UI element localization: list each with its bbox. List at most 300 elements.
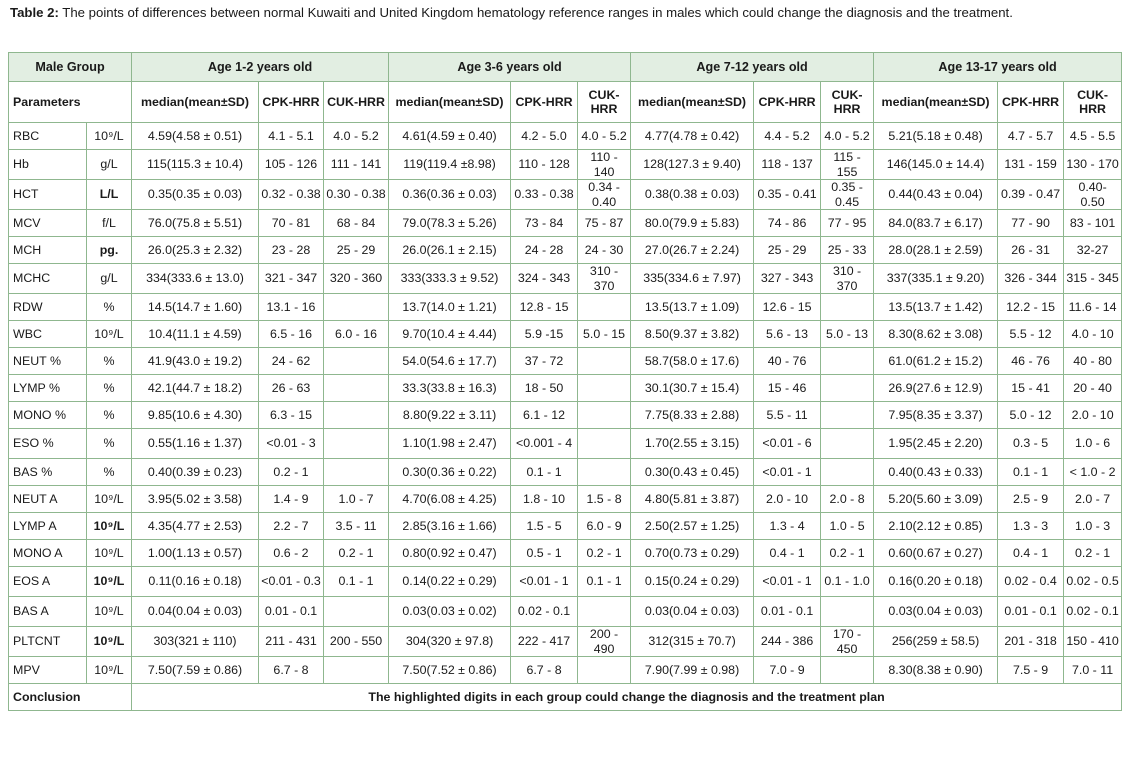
cpk-hrr-cell: 0.33 - 0.38 — [511, 180, 578, 210]
cuk-hrr-cell: 6.0 - 16 — [324, 321, 389, 348]
median-cell: 8.30(8.38 ± 0.90) — [874, 657, 998, 684]
median-cell: 2.50(2.57 ± 1.25) — [631, 513, 754, 540]
median-cell: 13.5(13.7 ± 1.09) — [631, 294, 754, 321]
parameter-cell: NEUT A — [9, 486, 87, 513]
reference-ranges-table — [8, 52, 1122, 711]
cuk-hrr-cell: 200 - 490 — [578, 627, 631, 657]
table-row — [9, 627, 1122, 657]
cpk-hrr-cell: 5.6 - 13 — [754, 321, 821, 348]
median-cell: 0.36(0.36 ± 0.03) — [389, 180, 511, 210]
cuk-hrr-cell: 4.0 - 10 — [1064, 321, 1122, 348]
median-cell: 26.0(25.3 ± 2.32) — [132, 237, 259, 264]
conclusion-row — [9, 684, 1122, 711]
cuk-hrr-cell: 0.1 - 1.0 — [821, 567, 874, 597]
median-cell: 61.0(61.2 ± 15.2) — [874, 348, 998, 375]
median-header: median(mean±SD) — [874, 82, 998, 123]
median-cell: 304(320 ± 97.8) — [389, 627, 511, 657]
median-cell: 84.0(83.7 ± 6.17) — [874, 210, 998, 237]
cuk-hrr-cell: 40 - 80 — [1064, 348, 1122, 375]
cuk-hrr-header: CUK-HRR — [578, 82, 631, 123]
cuk-hrr-cell — [578, 294, 631, 321]
cpk-hrr-cell: 23 - 28 — [259, 237, 324, 264]
cuk-hrr-cell — [821, 375, 874, 402]
cuk-hrr-cell — [324, 402, 389, 429]
cpk-hrr-cell: 0.2 - 1 — [259, 459, 324, 486]
cuk-hrr-cell: 320 - 360 — [324, 264, 389, 294]
cuk-hrr-cell — [578, 597, 631, 627]
cuk-hrr-cell: 2.0 - 7 — [1064, 486, 1122, 513]
unit-cell: 10⁹/L — [87, 657, 132, 684]
cpk-hrr-cell: 12.2 - 15 — [998, 294, 1064, 321]
cpk-hrr-cell: <0.01 - 3 — [259, 429, 324, 459]
parameter-cell: EOS A — [9, 567, 87, 597]
median-cell: 4.77(4.78 ± 0.42) — [631, 123, 754, 150]
cuk-hrr-cell — [821, 294, 874, 321]
cpk-hrr-cell: <0.01 - 1 — [754, 459, 821, 486]
median-cell: 8.80(9.22 ± 3.11) — [389, 402, 511, 429]
unit-cell: g/L — [87, 264, 132, 294]
median-cell: 0.15(0.24 ± 0.29) — [631, 567, 754, 597]
cpk-hrr-cell: 40 - 76 — [754, 348, 821, 375]
cpk-hrr-cell: 324 - 343 — [511, 264, 578, 294]
cuk-hrr-cell: 68 - 84 — [324, 210, 389, 237]
table-row — [9, 180, 1122, 210]
cpk-hrr-cell: 0.02 - 0.4 — [998, 567, 1064, 597]
table-row — [9, 321, 1122, 348]
table-row — [9, 402, 1122, 429]
cpk-hrr-cell: 6.3 - 15 — [259, 402, 324, 429]
cpk-hrr-cell: 0.01 - 0.1 — [259, 597, 324, 627]
median-cell: 1.00(1.13 ± 0.57) — [132, 540, 259, 567]
cpk-hrr-cell: <0.01 - 1 — [754, 567, 821, 597]
cpk-hrr-cell: 4.1 - 5.1 — [259, 123, 324, 150]
median-cell: 28.0(28.1 ± 2.59) — [874, 237, 998, 264]
cpk-hrr-cell: 105 - 126 — [259, 150, 324, 180]
cpk-hrr-cell: 2.2 - 7 — [259, 513, 324, 540]
median-cell: 27.0(26.7 ± 2.24) — [631, 237, 754, 264]
parameter-cell: MCHC — [9, 264, 87, 294]
median-cell: 4.59(4.58 ± 0.51) — [132, 123, 259, 150]
cuk-hrr-cell: 315 - 345 — [1064, 264, 1122, 294]
parameter-cell: WBC — [9, 321, 87, 348]
table-row — [9, 513, 1122, 540]
cpk-hrr-cell: 1.3 - 3 — [998, 513, 1064, 540]
median-cell: 33.3(33.8 ± 16.3) — [389, 375, 511, 402]
cuk-hrr-cell: 0.2 - 1 — [578, 540, 631, 567]
cuk-hrr-cell: 4.0 - 5.2 — [821, 123, 874, 150]
cuk-hrr-cell: 6.0 - 9 — [578, 513, 631, 540]
cuk-hrr-cell — [578, 348, 631, 375]
conclusion-text: The highlighted digits in each group could change the diagnosis and the treatment plan — [132, 684, 1122, 711]
unit-cell: % — [87, 375, 132, 402]
median-cell: 256(259 ± 58.5) — [874, 627, 998, 657]
cuk-hrr-cell: 0.1 - 1 — [578, 567, 631, 597]
cuk-hrr-cell — [578, 459, 631, 486]
cpk-hrr-cell: 24 - 28 — [511, 237, 578, 264]
parameter-cell: LYMP A — [9, 513, 87, 540]
cuk-hrr-cell: 75 - 87 — [578, 210, 631, 237]
median-header: median(mean±SD) — [389, 82, 511, 123]
parameter-cell: HCT — [9, 180, 87, 210]
median-cell: 0.04(0.04 ± 0.03) — [132, 597, 259, 627]
median-cell: 7.90(7.99 ± 0.98) — [631, 657, 754, 684]
table-body — [9, 123, 1122, 684]
cpk-hrr-cell: 13.1 - 16 — [259, 294, 324, 321]
cpk-hrr-header: CPK-HRR — [754, 82, 821, 123]
cpk-hrr-cell: <0.01 - 1 — [511, 567, 578, 597]
caption-label: Table 2: — [10, 5, 59, 20]
cpk-hrr-cell: 5.5 - 12 — [998, 321, 1064, 348]
median-cell: 4.70(6.08 ± 4.25) — [389, 486, 511, 513]
cpk-hrr-cell: 46 - 76 — [998, 348, 1064, 375]
cpk-hrr-cell: 18 - 50 — [511, 375, 578, 402]
median-cell: 0.44(0.43 ± 0.04) — [874, 180, 998, 210]
cuk-hrr-cell — [578, 402, 631, 429]
table-row — [9, 237, 1122, 264]
cpk-hrr-cell: 37 - 72 — [511, 348, 578, 375]
cpk-hrr-cell: 4.4 - 5.2 — [754, 123, 821, 150]
parameter-cell: MONO A — [9, 540, 87, 567]
table-caption — [10, 4, 1120, 21]
unit-cell: 10⁹/L — [87, 567, 132, 597]
unit-cell: 10⁹/L — [87, 597, 132, 627]
cuk-hrr-cell — [578, 375, 631, 402]
median-cell: 7.95(8.35 ± 3.37) — [874, 402, 998, 429]
cpk-hrr-cell: 0.32 - 0.38 — [259, 180, 324, 210]
cuk-hrr-cell: 1.0 - 6 — [1064, 429, 1122, 459]
median-cell: 0.80(0.92 ± 0.47) — [389, 540, 511, 567]
unit-cell: % — [87, 294, 132, 321]
cuk-hrr-cell: 310 - 370 — [578, 264, 631, 294]
cpk-hrr-cell: 131 - 159 — [998, 150, 1064, 180]
median-cell: 8.50(9.37 ± 3.82) — [631, 321, 754, 348]
cuk-hrr-cell — [324, 348, 389, 375]
cuk-hrr-cell: 0.2 - 1 — [1064, 540, 1122, 567]
median-cell: 303(321 ± 110) — [132, 627, 259, 657]
cuk-hrr-cell: 310 - 370 — [821, 264, 874, 294]
cpk-hrr-cell: 4.2 - 5.0 — [511, 123, 578, 150]
median-cell: 1.70(2.55 ± 3.15) — [631, 429, 754, 459]
cuk-hrr-cell: 0.2 - 1 — [324, 540, 389, 567]
table-row — [9, 294, 1122, 321]
median-cell: 0.38(0.38 ± 0.03) — [631, 180, 754, 210]
age-group-header: Age 1-2 years old — [132, 53, 389, 82]
cpk-hrr-cell: 6.1 - 12 — [511, 402, 578, 429]
median-cell: 0.55(1.16 ± 1.37) — [132, 429, 259, 459]
cpk-hrr-cell: 222 - 417 — [511, 627, 578, 657]
cuk-hrr-cell — [821, 597, 874, 627]
cpk-hrr-cell: 5.9 -15 — [511, 321, 578, 348]
median-cell: 5.20(5.60 ± 3.09) — [874, 486, 998, 513]
unit-cell: 10⁹/L — [87, 513, 132, 540]
table-row — [9, 123, 1122, 150]
caption-text: The points of differences between normal Kuwaiti and United Kingdom hematology reference ranges in males which could change the diagnosis and the treatment. — [62, 5, 1013, 20]
cuk-hrr-cell — [324, 459, 389, 486]
unit-cell: L/L — [87, 180, 132, 210]
unit-cell: 10⁹/L — [87, 540, 132, 567]
cpk-hrr-cell: 74 - 86 — [754, 210, 821, 237]
cuk-hrr-cell: 4.0 - 5.2 — [324, 123, 389, 150]
table-row — [9, 348, 1122, 375]
cpk-hrr-cell: 7.0 - 9 — [754, 657, 821, 684]
median-cell: 0.03(0.04 ± 0.03) — [874, 597, 998, 627]
median-cell: 7.75(8.33 ± 2.88) — [631, 402, 754, 429]
parameter-cell: BAS A — [9, 597, 87, 627]
cuk-hrr-cell — [578, 657, 631, 684]
parameter-cell: LYMP % — [9, 375, 87, 402]
cuk-hrr-cell: 0.34 - 0.40 — [578, 180, 631, 210]
cpk-hrr-cell: 25 - 29 — [754, 237, 821, 264]
cpk-hrr-cell: 327 - 343 — [754, 264, 821, 294]
median-cell: 4.35(4.77 ± 2.53) — [132, 513, 259, 540]
cuk-hrr-cell: 25 - 29 — [324, 237, 389, 264]
cuk-hrr-cell: 20 - 40 — [1064, 375, 1122, 402]
header-row-sub — [9, 82, 1122, 123]
cpk-hrr-cell: <0.001 - 4 — [511, 429, 578, 459]
median-cell: 0.11(0.16 ± 0.18) — [132, 567, 259, 597]
cpk-hrr-cell: 26 - 31 — [998, 237, 1064, 264]
median-cell: 8.30(8.62 ± 3.08) — [874, 321, 998, 348]
cuk-hrr-cell: 0.02 - 0.1 — [1064, 597, 1122, 627]
cpk-hrr-cell: 15 - 41 — [998, 375, 1064, 402]
parameter-cell: ESO % — [9, 429, 87, 459]
parameter-cell: MONO % — [9, 402, 87, 429]
parameter-cell: PLTCNT — [9, 627, 87, 657]
cpk-hrr-cell: 1.3 - 4 — [754, 513, 821, 540]
cuk-hrr-cell: 5.0 - 15 — [578, 321, 631, 348]
median-cell: 0.60(0.67 ± 0.27) — [874, 540, 998, 567]
cpk-hrr-cell: 70 - 81 — [259, 210, 324, 237]
cpk-hrr-cell: 118 - 137 — [754, 150, 821, 180]
cuk-hrr-cell: 1.0 - 7 — [324, 486, 389, 513]
cpk-hrr-cell: 6.7 - 8 — [259, 657, 324, 684]
median-header: median(mean±SD) — [631, 82, 754, 123]
cpk-hrr-cell: 0.01 - 0.1 — [754, 597, 821, 627]
median-cell: 1.10(1.98 ± 2.47) — [389, 429, 511, 459]
cuk-hrr-cell: < 1.0 - 2 — [1064, 459, 1122, 486]
cpk-hrr-cell: 1.5 - 5 — [511, 513, 578, 540]
median-header: median(mean±SD) — [132, 82, 259, 123]
cuk-hrr-cell: 5.0 - 13 — [821, 321, 874, 348]
median-cell: 0.03(0.04 ± 0.03) — [631, 597, 754, 627]
cuk-hrr-cell: 150 - 410 — [1064, 627, 1122, 657]
median-cell: 0.03(0.03 ± 0.02) — [389, 597, 511, 627]
median-cell: 79.0(78.3 ± 5.26) — [389, 210, 511, 237]
median-cell: 54.0(54.6 ± 17.7) — [389, 348, 511, 375]
median-cell: 5.21(5.18 ± 0.48) — [874, 123, 998, 150]
table-row — [9, 150, 1122, 180]
cuk-hrr-cell: 2.0 - 10 — [1064, 402, 1122, 429]
age-group-header: Age 7-12 years old — [631, 53, 874, 82]
cuk-hrr-cell: 1.0 - 3 — [1064, 513, 1122, 540]
unit-cell: % — [87, 348, 132, 375]
cpk-hrr-cell: 0.4 - 1 — [998, 540, 1064, 567]
cuk-hrr-cell: 4.0 - 5.2 — [578, 123, 631, 150]
table-row — [9, 429, 1122, 459]
cpk-hrr-cell: 2.0 - 10 — [754, 486, 821, 513]
cuk-hrr-cell: 115 - 155 — [821, 150, 874, 180]
median-cell: 80.0(79.9 ± 5.83) — [631, 210, 754, 237]
median-cell: 119(119.4 ±8.98) — [389, 150, 511, 180]
conclusion-label: Conclusion — [9, 684, 132, 711]
cpk-hrr-cell: 0.6 - 2 — [259, 540, 324, 567]
unit-cell: f/L — [87, 210, 132, 237]
cuk-hrr-cell: 170 - 450 — [821, 627, 874, 657]
cuk-hrr-cell: 2.0 - 8 — [821, 486, 874, 513]
parameter-cell: MPV — [9, 657, 87, 684]
cuk-hrr-cell: 0.30 - 0.38 — [324, 180, 389, 210]
cuk-hrr-cell: 0.2 - 1 — [821, 540, 874, 567]
median-cell: 26.9(27.6 ± 12.9) — [874, 375, 998, 402]
table-row — [9, 486, 1122, 513]
cuk-hrr-cell — [324, 597, 389, 627]
cuk-hrr-cell: 1.0 - 5 — [821, 513, 874, 540]
table-row — [9, 657, 1122, 684]
unit-cell: 10⁹/L — [87, 627, 132, 657]
table-row — [9, 210, 1122, 237]
cpk-hrr-cell: 2.5 - 9 — [998, 486, 1064, 513]
cuk-hrr-cell: 7.0 - 11 — [1064, 657, 1122, 684]
table-row — [9, 375, 1122, 402]
median-cell: 128(127.3 ± 9.40) — [631, 150, 754, 180]
cuk-hrr-cell — [821, 348, 874, 375]
table-row — [9, 567, 1122, 597]
cuk-hrr-cell: 0.40- 0.50 — [1064, 180, 1122, 210]
cuk-hrr-cell: 110 - 140 — [578, 150, 631, 180]
cpk-hrr-cell: 0.02 - 0.1 — [511, 597, 578, 627]
cuk-hrr-header: CUK-HRR — [324, 82, 389, 123]
parameter-cell: MCH — [9, 237, 87, 264]
median-cell: 9.85(10.6 ± 4.30) — [132, 402, 259, 429]
cuk-hrr-cell: 0.1 - 1 — [324, 567, 389, 597]
median-cell: 41.9(43.0 ± 19.2) — [132, 348, 259, 375]
median-cell: 0.35(0.35 ± 0.03) — [132, 180, 259, 210]
median-cell: 4.80(5.81 ± 3.87) — [631, 486, 754, 513]
cuk-hrr-header: CUK-HRR — [821, 82, 874, 123]
cpk-hrr-cell: 244 - 386 — [754, 627, 821, 657]
cpk-hrr-cell: 0.4 - 1 — [754, 540, 821, 567]
cuk-hrr-cell: 77 - 95 — [821, 210, 874, 237]
cpk-hrr-cell: 0.35 - 0.41 — [754, 180, 821, 210]
unit-cell: pg. — [87, 237, 132, 264]
cpk-hrr-header: CPK-HRR — [998, 82, 1064, 123]
cuk-hrr-cell: 83 - 101 — [1064, 210, 1122, 237]
cuk-hrr-cell: 25 - 33 — [821, 237, 874, 264]
parameter-cell: RBC — [9, 123, 87, 150]
unit-cell: % — [87, 429, 132, 459]
cpk-hrr-cell: <0.01 - 0.3 — [259, 567, 324, 597]
cuk-hrr-cell — [821, 429, 874, 459]
cuk-hrr-cell: 0.02 - 0.5 — [1064, 567, 1122, 597]
table-row — [9, 597, 1122, 627]
cpk-hrr-cell: 0.1 - 1 — [998, 459, 1064, 486]
cpk-hrr-cell: 5.0 - 12 — [998, 402, 1064, 429]
median-cell: 2.85(3.16 ± 1.66) — [389, 513, 511, 540]
cuk-hrr-cell: 0.35 - 0.45 — [821, 180, 874, 210]
median-cell: 1.95(2.45 ± 2.20) — [874, 429, 998, 459]
median-cell: 3.95(5.02 ± 3.58) — [132, 486, 259, 513]
cuk-hrr-cell: 11.6 - 14 — [1064, 294, 1122, 321]
unit-cell: 10⁹/L — [87, 321, 132, 348]
parameters-header: Parameters — [9, 82, 132, 123]
cpk-hrr-cell: 6.7 - 8 — [511, 657, 578, 684]
parameter-cell: BAS % — [9, 459, 87, 486]
median-cell: 335(334.6 ± 7.97) — [631, 264, 754, 294]
median-cell: 2.10(2.12 ± 0.85) — [874, 513, 998, 540]
table-row — [9, 540, 1122, 567]
cpk-hrr-cell: 6.5 - 16 — [259, 321, 324, 348]
age-group-header: Age 13-17 years old — [874, 53, 1122, 82]
median-cell: 13.7(14.0 ± 1.21) — [389, 294, 511, 321]
cuk-hrr-cell: 32-27 — [1064, 237, 1122, 264]
cpk-hrr-cell: <0.01 - 6 — [754, 429, 821, 459]
cuk-hrr-cell — [324, 375, 389, 402]
median-cell: 333(333.3 ± 9.52) — [389, 264, 511, 294]
median-cell: 76.0(75.8 ± 5.51) — [132, 210, 259, 237]
parameter-cell: RDW — [9, 294, 87, 321]
cpk-hrr-cell: 1.4 - 9 — [259, 486, 324, 513]
cpk-hrr-cell: 0.39 - 0.47 — [998, 180, 1064, 210]
cuk-hrr-cell: 3.5 - 11 — [324, 513, 389, 540]
cpk-hrr-cell: 24 - 62 — [259, 348, 324, 375]
cpk-hrr-header: CPK-HRR — [511, 82, 578, 123]
median-cell: 0.30(0.36 ± 0.22) — [389, 459, 511, 486]
cuk-hrr-cell: 4.5 - 5.5 — [1064, 123, 1122, 150]
cuk-hrr-cell — [821, 402, 874, 429]
cuk-hrr-header: CUK-HRR — [1064, 82, 1122, 123]
cpk-hrr-cell: 12.6 - 15 — [754, 294, 821, 321]
unit-cell: 10⁹/L — [87, 486, 132, 513]
median-cell: 0.16(0.20 ± 0.18) — [874, 567, 998, 597]
cuk-hrr-cell — [578, 429, 631, 459]
cpk-hrr-cell: 201 - 318 — [998, 627, 1064, 657]
parameter-cell: NEUT % — [9, 348, 87, 375]
median-cell: 0.40(0.43 ± 0.33) — [874, 459, 998, 486]
cpk-hrr-cell: 4.7 - 5.7 — [998, 123, 1064, 150]
unit-cell: 10⁹/L — [87, 123, 132, 150]
age-group-header: Age 3-6 years old — [389, 53, 631, 82]
cpk-hrr-cell: 211 - 431 — [259, 627, 324, 657]
median-cell: 26.0(26.1 ± 2.15) — [389, 237, 511, 264]
median-cell: 4.61(4.59 ± 0.40) — [389, 123, 511, 150]
cpk-hrr-cell: 110 - 128 — [511, 150, 578, 180]
median-cell: 13.5(13.7 ± 1.42) — [874, 294, 998, 321]
median-cell: 9.70(10.4 ± 4.44) — [389, 321, 511, 348]
median-cell: 30.1(30.7 ± 15.4) — [631, 375, 754, 402]
unit-cell: g/L — [87, 150, 132, 180]
cpk-hrr-cell: 321 - 347 — [259, 264, 324, 294]
median-cell: 7.50(7.52 ± 0.86) — [389, 657, 511, 684]
cpk-hrr-cell: 0.01 - 0.1 — [998, 597, 1064, 627]
cuk-hrr-cell — [324, 294, 389, 321]
cuk-hrr-cell: 24 - 30 — [578, 237, 631, 264]
median-cell: 0.40(0.39 ± 0.23) — [132, 459, 259, 486]
median-cell: 0.70(0.73 ± 0.29) — [631, 540, 754, 567]
median-cell: 337(335.1 ± 9.20) — [874, 264, 998, 294]
cpk-hrr-cell: 0.3 - 5 — [998, 429, 1064, 459]
median-cell: 10.4(11.1 ± 4.59) — [132, 321, 259, 348]
cuk-hrr-cell: 200 - 550 — [324, 627, 389, 657]
median-cell: 312(315 ± 70.7) — [631, 627, 754, 657]
unit-cell: % — [87, 402, 132, 429]
cuk-hrr-cell: 130 - 170 — [1064, 150, 1122, 180]
male-group-header: Male Group — [9, 53, 132, 82]
cpk-hrr-cell: 1.8 - 10 — [511, 486, 578, 513]
median-cell: 58.7(58.0 ± 17.6) — [631, 348, 754, 375]
cpk-hrr-cell: 12.8 - 15 — [511, 294, 578, 321]
parameter-cell: Hb — [9, 150, 87, 180]
cpk-hrr-cell: 77 - 90 — [998, 210, 1064, 237]
